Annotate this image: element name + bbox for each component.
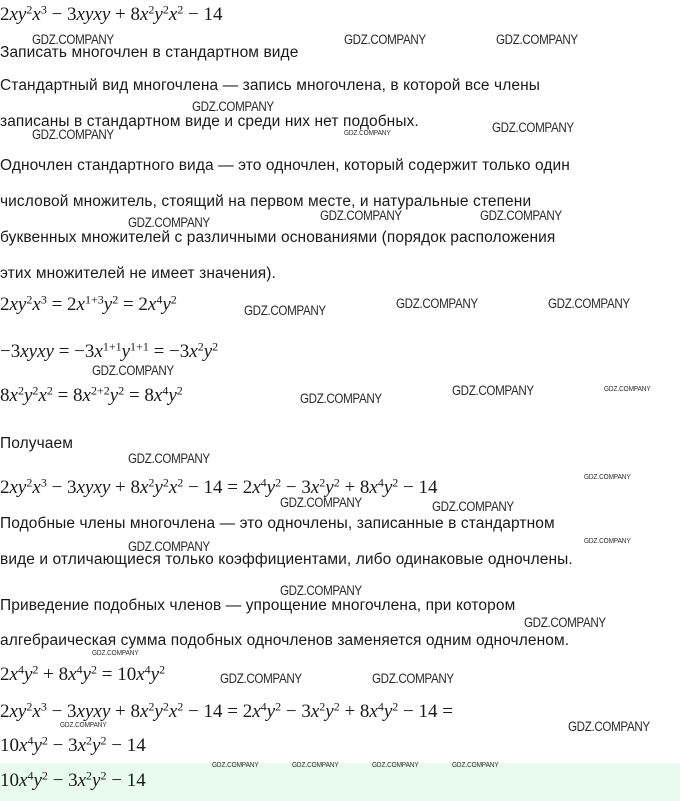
formula-line: $2xy^2x^3 = 2x^{1+3}y^2 = 2x^4y^2$ <box>0 292 177 315</box>
watermark: GDZ.COMPANY <box>280 583 362 598</box>
watermark: GDZ.COMPANY <box>300 391 382 406</box>
definition-line: записаны в стандартном виде и среди них нет подобных. <box>0 113 419 130</box>
watermark: GDZ.COMPANY <box>548 296 630 311</box>
watermark: GDZ.COMPANY <box>128 451 210 466</box>
definition-line: алгебраическая сумма подобных одночленов заменяется одним одночленом. <box>0 632 570 649</box>
watermark: GDZ.COMPANY <box>32 32 114 47</box>
watermark: GDZ.COMPANY <box>280 495 362 510</box>
definition-line: Подобные члены многочлена — это одночлены, записанные в стандартном <box>0 515 555 532</box>
definition-line: этих множителей не имеет значения). <box>0 265 276 282</box>
task-statement: Записать многочлен в стандартном виде <box>0 44 299 61</box>
formula-line: $2xy^2x^3$ − 3xyxy + $8x^2y^2x^2 - 14 = 2x^4y^2 - 3x^2y^2 + 8x^4y^2 - 14$ = <box>0 699 453 722</box>
watermark: GDZ.COMPANY <box>480 208 562 223</box>
definition-line: Приведение подобных членов — упрощение многочлена, при котором <box>0 597 516 614</box>
watermark: GDZ.COMPANY <box>192 99 274 114</box>
watermark: GDZ.COMPANY <box>452 383 534 398</box>
watermark: GDZ.COMPANY <box>60 720 107 729</box>
watermark: GDZ.COMPANY <box>92 648 139 657</box>
formula-line: $2x^4y^2 + 8x^4y^2 = 10x^4y^2$ <box>0 662 166 685</box>
watermark: GDZ.COMPANY <box>432 499 514 514</box>
watermark: GDZ.COMPANY <box>320 208 402 223</box>
watermark: GDZ.COMPANY <box>372 760 419 769</box>
formula-line: $2xy^2x^3$ − 3xyxy + $8x^2y^2x^2 - 14 = 2x^4y^2 - 3x^2y^2 + 8x^4y^2 - 14$ <box>0 475 438 498</box>
watermark: GDZ.COMPANY <box>524 615 606 630</box>
definition-line: Одночлен стандартного вида — это одночлен, который содержит только один <box>0 157 570 174</box>
watermark: GDZ.COMPANY <box>344 128 391 137</box>
watermark: GDZ.COMPANY <box>396 296 478 311</box>
definition-line: буквенных множителей с различными основаниями (порядок расположения <box>0 229 556 246</box>
formula-line: $10x^4y^2 - 3x^2y^2 - 14$ <box>0 733 146 756</box>
task-expression: $2xy^2x^3$ − 3xyxy + $8x^2y^2x^2 - 14$ <box>0 2 223 25</box>
watermark: GDZ.COMPANY <box>212 760 259 769</box>
definition-line: виде и отличающиеся только коэффициентами, либо одинаковые одночлены. <box>0 551 573 568</box>
watermark: GDZ.COMPANY <box>584 472 631 481</box>
formula-line: −3xyxy = $-3x^{1+1}y^{1+1} = -3x^2y^2$ <box>0 339 219 362</box>
final-answer: $10x^4y^2 - 3x^2y^2 - 14$ <box>0 768 146 791</box>
watermark: GDZ.COMPANY <box>492 120 574 135</box>
watermark: GDZ.COMPANY <box>244 303 326 318</box>
formula-line: $8x^2y^2x^2 = 8x^{2+2}y^2 = 8x^4y^2$ <box>0 383 183 406</box>
definition-line: числовой множитель, стоящий на первом месте, и натуральные степени <box>0 193 532 210</box>
watermark: GDZ.COMPANY <box>584 536 631 545</box>
watermark: GDZ.COMPANY <box>496 32 578 47</box>
watermark: GDZ.COMPANY <box>292 760 339 769</box>
watermark: GDZ.COMPANY <box>604 384 651 393</box>
watermark: GDZ.COMPANY <box>568 719 650 734</box>
result-label: Получаем <box>0 435 73 452</box>
watermark: GDZ.COMPANY <box>220 671 302 686</box>
watermark: GDZ.COMPANY <box>32 127 114 142</box>
watermark: GDZ.COMPANY <box>372 671 454 686</box>
definition-line: Стандартный вид многочлена — запись многочлена, в которой все члены <box>0 77 540 94</box>
watermark: GDZ.COMPANY <box>452 760 499 769</box>
watermark: GDZ.COMPANY <box>344 32 426 47</box>
watermark: GDZ.COMPANY <box>92 363 174 378</box>
watermark: GDZ.COMPANY <box>128 215 210 230</box>
watermark: GDZ.COMPANY <box>128 539 210 554</box>
